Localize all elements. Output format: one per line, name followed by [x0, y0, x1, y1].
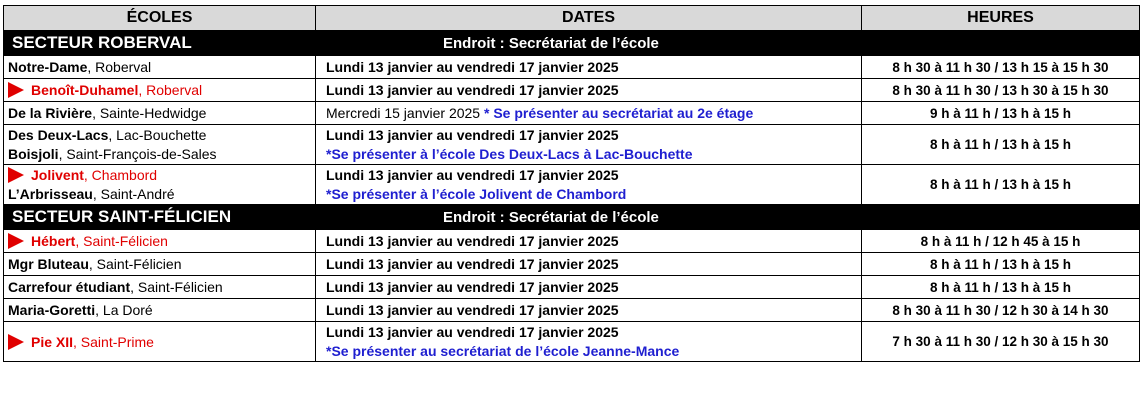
- school-line: [8, 145, 311, 164]
- hours-cell: 8 h à 11 h / 13 h à 15 h: [862, 125, 1140, 165]
- schedule-table: [3, 5, 1140, 362]
- school-line: [8, 185, 311, 204]
- dates-cell: Lundi 13 janvier au vendredi 17 janvier 2025: [316, 253, 862, 276]
- schools-cell: [4, 102, 316, 125]
- section-location: Endroit : Secrétariat de l’école: [316, 31, 1140, 56]
- dates-cell: Lundi 13 janvier au vendredi 17 janvier 2025: [316, 79, 862, 102]
- schools-cell: [4, 165, 316, 205]
- dates-cell: Lundi 13 janvier au vendredi 17 janvier 2025: [316, 56, 862, 79]
- school-name: De la Rivière: [8, 105, 93, 121]
- schools-cell: [4, 253, 316, 276]
- schools-cell: [4, 230, 316, 253]
- header-ecoles: ÉCOLES: [4, 6, 316, 31]
- table-row: [4, 79, 1140, 102]
- school-name: Mgr Bluteau: [8, 256, 89, 272]
- dates-cell: [316, 322, 862, 362]
- date-text: Lundi 13 janvier au vendredi 17 janvier 2025: [326, 166, 619, 183]
- section-header-row: [4, 205, 1140, 230]
- school-place: , La Doré: [95, 302, 153, 318]
- school-place: , Saint-Prime: [73, 333, 154, 350]
- section-location: Endroit : Secrétariat de l’école: [316, 205, 1140, 230]
- hours-cell: 8 h 30 à 11 h 30 / 12 h 30 à 14 h 30: [862, 299, 1140, 322]
- school-place: , Saint-André: [92, 185, 175, 202]
- school-place: , Saint-Félicien: [130, 279, 223, 295]
- date-text: Lundi 13 janvier au vendredi 17 janvier 2025: [326, 323, 619, 340]
- dates-cell: [316, 125, 862, 165]
- school-name: Hébert: [31, 233, 76, 249]
- section-name: SECTEUR SAINT-FÉLICIEN: [4, 205, 316, 230]
- hours-cell: 9 h à 11 h / 13 h à 15 h: [862, 102, 1140, 125]
- header-dates: DATES: [316, 6, 862, 31]
- table-row: [4, 165, 1140, 205]
- hours-cell: 8 h 30 à 11 h 30 / 13 h 30 à 15 h 30: [862, 79, 1140, 102]
- school-name: Notre-Dame: [8, 59, 88, 75]
- table-row: [4, 253, 1140, 276]
- header-heures: HEURES: [862, 6, 1140, 31]
- school-place: , Saint-Félicien: [75, 233, 168, 249]
- schools-cell: [4, 299, 316, 322]
- triangle-right-arrow-icon: [8, 167, 24, 183]
- triangle-right-arrow-icon: [8, 233, 24, 249]
- date-note: *Se présenter à l’école Jolivent de Chambord: [326, 185, 627, 202]
- school-place: , Lac-Bouchette: [108, 126, 207, 143]
- school-line: [8, 126, 311, 145]
- school-name: Carrefour étudiant: [8, 279, 131, 295]
- school-name: Pie XII: [31, 333, 74, 350]
- dates-cell: Lundi 13 janvier au vendredi 17 janvier 2025: [316, 276, 862, 299]
- hours-cell: 8 h à 11 h / 13 h à 15 h: [862, 253, 1140, 276]
- schools-cell: [4, 276, 316, 299]
- table-row: [4, 322, 1140, 362]
- hours-cell: 8 h à 11 h / 13 h à 15 h: [862, 165, 1140, 205]
- dates-cell: [316, 165, 862, 205]
- school-name: L’Arbrisseau: [8, 185, 93, 202]
- table-row: [4, 102, 1140, 125]
- section-header-row: [4, 31, 1140, 56]
- triangle-right-arrow-icon: [8, 82, 24, 98]
- school-place: , Chambord: [83, 166, 158, 183]
- schools-cell: [4, 79, 316, 102]
- date-text: Lundi 13 janvier au vendredi 17 janvier 2025: [326, 126, 619, 143]
- date-note: *Se présenter à l’école Des Deux-Lacs à Lac-Bouchette: [326, 145, 693, 162]
- dates-cell: [316, 102, 862, 125]
- hours-cell: 8 h 30 à 11 h 30 / 13 h 15 à 15 h 30: [862, 56, 1140, 79]
- school-place: , Roberval: [138, 82, 203, 98]
- school-line: [8, 166, 311, 185]
- dates-cell: Lundi 13 janvier au vendredi 17 janvier 2025: [316, 230, 862, 253]
- hours-cell: 8 h à 11 h / 12 h 45 à 15 h: [862, 230, 1140, 253]
- school-name: Maria-Goretti: [8, 302, 96, 318]
- school-place: , Sainte-Hedwidge: [92, 105, 207, 121]
- school-name: Des Deux-Lacs: [8, 126, 109, 143]
- table-row: [4, 299, 1140, 322]
- header-row: [4, 6, 1140, 31]
- schools-cell: [4, 125, 316, 165]
- date-text: Mercredi 15 janvier 2025: [326, 105, 481, 121]
- table-row: [4, 276, 1140, 299]
- table-row: [4, 56, 1140, 79]
- school-name: Benoît-Duhamel: [31, 82, 139, 98]
- table-row: [4, 230, 1140, 253]
- date-note: * Se présenter au secrétariat au 2e étage: [483, 105, 754, 121]
- school-place: , Saint-Félicien: [88, 256, 182, 272]
- schools-cell: [4, 56, 316, 79]
- hours-cell: 8 h à 11 h / 13 h à 15 h: [862, 276, 1140, 299]
- dates-cell: Lundi 13 janvier au vendredi 17 janvier 2025: [316, 299, 862, 322]
- schools-cell: [4, 322, 316, 362]
- hours-cell: 7 h 30 à 11 h 30 / 12 h 30 à 15 h 30: [862, 322, 1140, 362]
- school-name: Boisjoli: [8, 145, 59, 162]
- school-place: , Saint-François-de-Sales: [58, 145, 217, 162]
- table-row: [4, 125, 1140, 165]
- date-note: *Se présenter au secrétariat de l’école Jeanne-Mance: [326, 342, 680, 359]
- triangle-right-arrow-icon: [8, 334, 24, 350]
- school-name: Jolivent: [31, 166, 84, 183]
- school-place: , Roberval: [87, 59, 152, 75]
- section-name: SECTEUR ROBERVAL: [4, 31, 316, 56]
